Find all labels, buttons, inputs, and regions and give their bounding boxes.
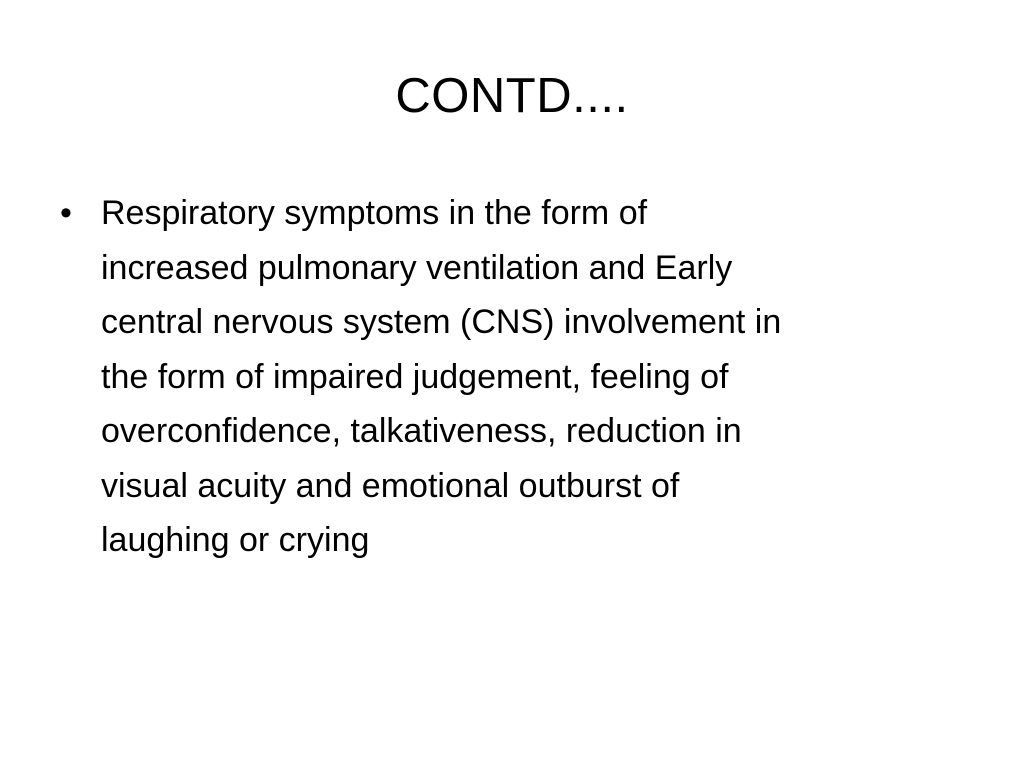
bullet-list bbox=[60, 186, 940, 568]
bullet-item bbox=[60, 186, 940, 568]
bullet-text: Respiratory symptoms in the form of increased pulmonary ventilation and Early central nervous system (CNS) involvement in the form of impaired judgement, feeling of overconfidence, talkativeness, reduction in visual acuity and emotional outburst of laughing or crying bbox=[101, 194, 782, 559]
slide-title: CONTD.... bbox=[395, 69, 629, 123]
bullet-marker: • bbox=[60, 194, 72, 232]
